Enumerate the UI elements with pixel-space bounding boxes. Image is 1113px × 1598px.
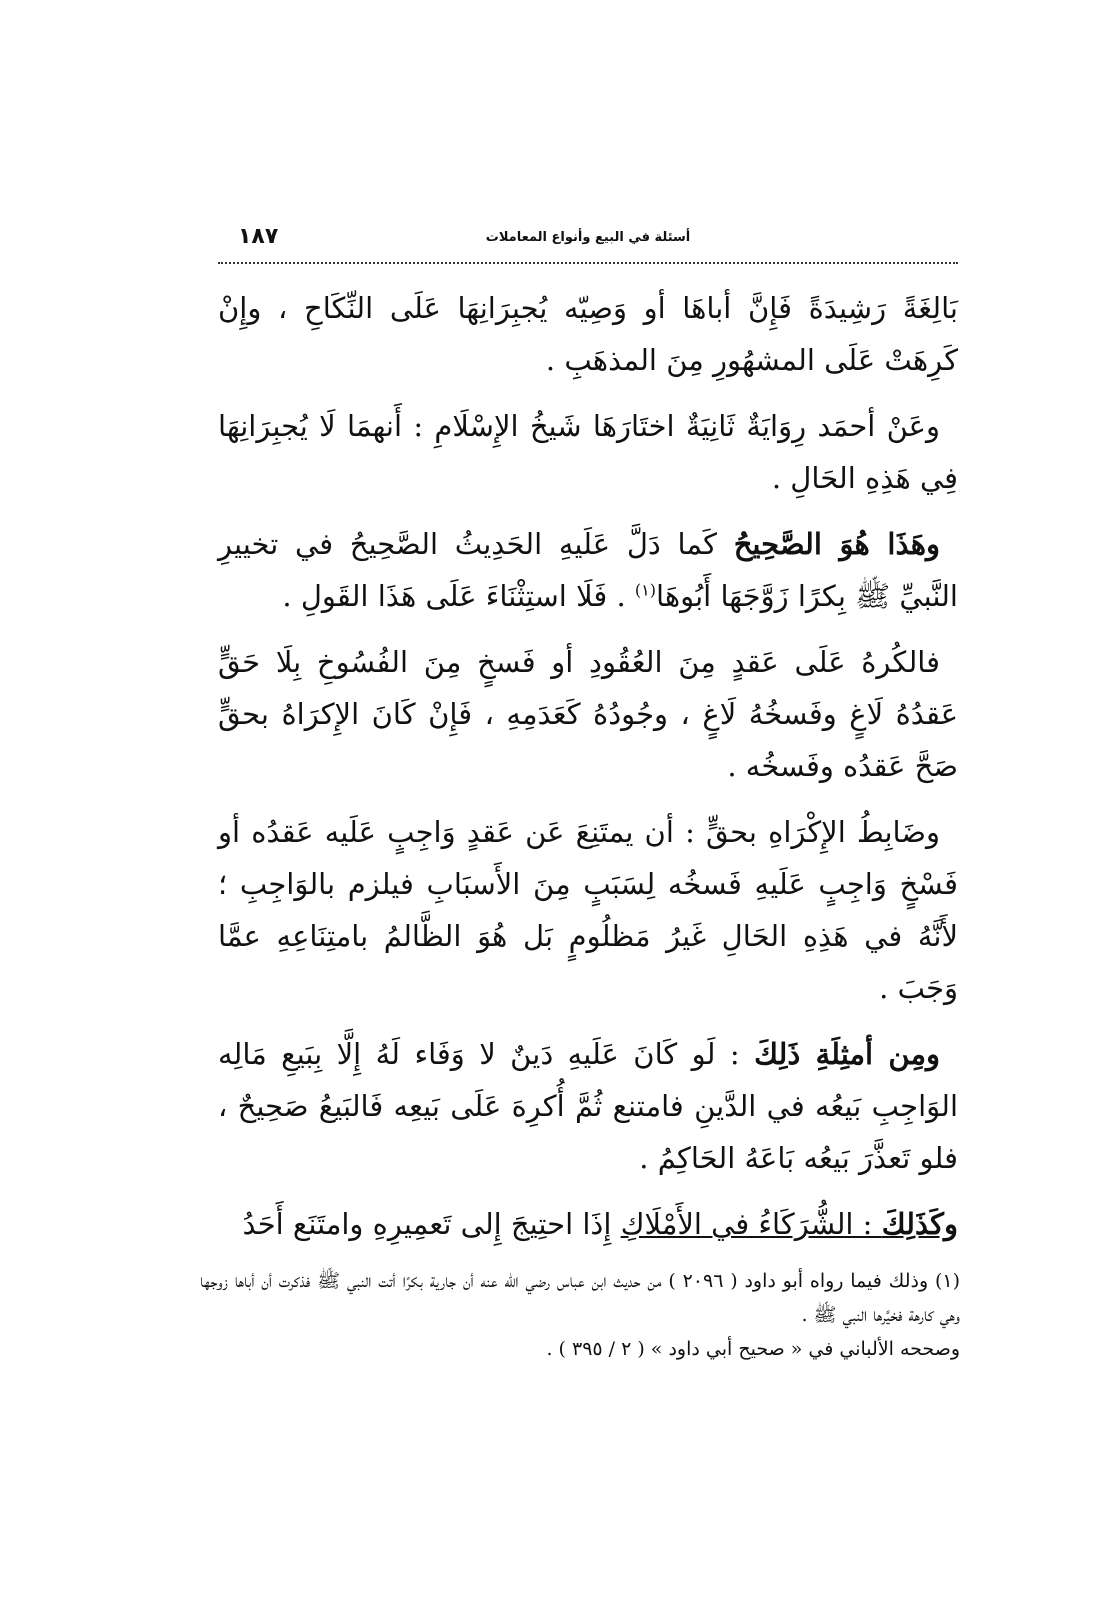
paragraph-4: فالكُرهُ عَلَى عَقدٍ مِنَ العُقُودِ أو فَسخٍ مِنَ الفُسُوخِ بِلَا حَقٍّ عَقدُهُ لَاغٍ وفَسخُهُ لَاغٍ ، وجُودُهُ كَعَدَمِهِ ، فَإِنْ كَانَ الإِكرَاهُ بحقٍّ صَحَّ عَقدُه وفَسخُه .	[218, 645, 958, 783]
paragraph-7-text: إِذَا احتِيجَ إِلى تَعمِيرِهِ وامتَنَع أَحَدُ	[242, 1207, 621, 1241]
footnote-reference: (١)	[634, 580, 656, 600]
page-header	[218, 220, 958, 260]
paragraph-6-lead: ومِن أمثِلَةِ ذَلِكَ	[754, 1037, 940, 1071]
paragraph-6-text: : لَو كَانَ عَلَيهِ دَينٌ لا وَفَاء لَهُ إِلَّا بِبَيعِ مَالِه الوَاجِبِ بَيعُه في الدَّينِ فامتنع ثُمَّ أُكرِهَ عَلَى بَيعِه فَالبَيعُ صَحِيحٌ ، فلو تَعذَّرَ بَيعُه بَاعَهُ الحَاكِمُ .	[218, 1037, 958, 1175]
paragraph-1: بَالِغَةً رَشِيدَةً فَإِنَّ أباهَا أو وَصِيّه يُجبِرَانِهَا عَلَى النِّكَاحِ ، وإِنْ كَرِهَتْ عَلَى المشهُورِ مِنَ المذهَبِ .	[218, 291, 958, 377]
paragraph-6	[218, 1028, 958, 1184]
footnote-1-continuation: وصححه الألباني في « صحيح أبي داود » ( ٢ / ٣٩٥ ) .	[546, 1338, 960, 1360]
paragraph-7-mid: : الشُّرَكَاءُ في	[701, 1207, 882, 1241]
paragraph-7-underlined-word: الأَمْلَاكِ	[620, 1207, 702, 1241]
paragraph-3-lead: وهَذَا هُوَ الصَّحِيحُ	[733, 527, 940, 561]
paragraph-7-lead: وكَذَلِكَ	[881, 1207, 958, 1241]
paragraph-3-tail: . فَلَا استِثْنَاءَ عَلَى هَذَا القَولِ .	[282, 579, 635, 613]
header-divider	[218, 262, 958, 264]
paragraph-5: وضَابِطُ الإِكْرَاهِ بحقٍّ : أن يمتَنِعَ عَن عَقدٍ وَاجِبٍ عَلَيه عَقدُه أو فَسْخٍ وَاجِبٍ عَلَيهِ فَسخُه لِسَبَبٍ مِنَ الأَسبَابِ فيلزم بالوَاجِبِ ؛ لأَنَّهُ في هَذِهِ الحَالِ غَيرُ مَظلُومٍ بَل هُوَ الظَّالمُ بامتِنَاعِهِ عمَّا وَجَبَ .	[218, 815, 958, 1005]
page-number: ١٨٧	[238, 224, 279, 249]
running-title: أسئلة في البيع وأنواع المعاملات	[485, 230, 691, 245]
footnotes	[200, 1264, 960, 1366]
paragraph-3	[218, 518, 958, 622]
paragraph-2: وعَنْ أحمَد رِوَايَةٌ ثَانِيَةٌ اختَارَهَا شَيخُ الإِسْلَامِ : أَنهمَا لَا يُجبِرَانِهَا فِي هَذِهِ الحَالِ .	[218, 409, 958, 495]
paragraph-3-text: كَما دَلَّ عَلَيهِ الحَدِيثُ الصَّحِيحُ في تخييرِ النَّبيِّ ﷺ بِكرًا زَوَّجَهَا أَبُوهَا	[218, 527, 958, 613]
paragraph-7	[218, 1198, 958, 1250]
main-text	[218, 282, 958, 1264]
footnote-1: (١) وذلك فيما رواه أبو داود ( ٢٠٩٦ ) من حديث ابن عباس رضي الله عنه أن جارية بكرًا أتت النبي ﷺ فذكرت أن أباها زوجها وهي كارهة فخيَّرها النبي ﷺ .	[200, 1270, 960, 1326]
